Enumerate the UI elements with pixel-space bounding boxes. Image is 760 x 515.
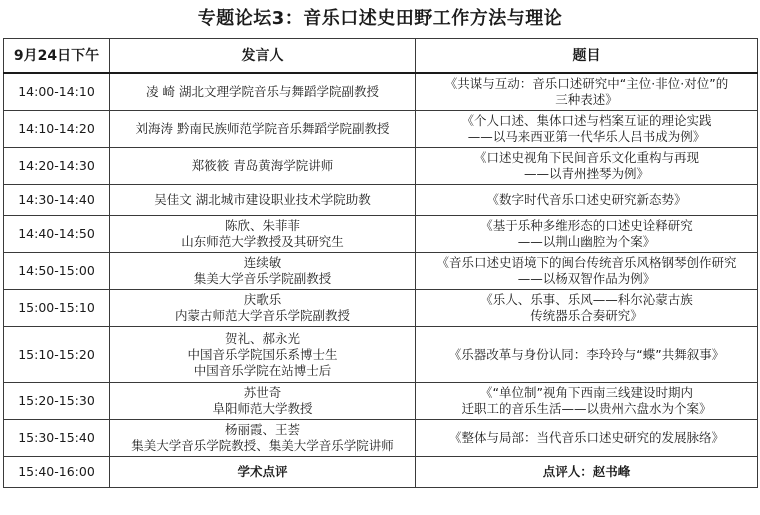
- speaker-line: 山东师范大学教授及其研究生: [181, 234, 344, 249]
- speaker-cell: [110, 383, 416, 420]
- speaker-cell: [110, 216, 416, 253]
- topic-cell: [416, 148, 758, 185]
- time-cell: 15:40-16:00: [4, 457, 110, 488]
- table-header-row: [4, 39, 758, 74]
- speaker-line: 杨丽霞、王荟: [224, 422, 300, 437]
- table-row: [4, 73, 758, 111]
- speaker-line: 集美大学音乐学院教授、集美大学音乐学院讲师: [131, 438, 394, 453]
- topic-line: 点评人：赵书峰: [542, 464, 631, 479]
- topic-cell: [416, 327, 758, 383]
- topic-line: 《音乐口述史语境下的闽台传统音乐风格钢琴创作研究: [436, 255, 737, 270]
- topic-line: ——以杨双智作品为例》: [517, 271, 656, 286]
- speaker-cell: [110, 73, 416, 111]
- table-row: [4, 327, 758, 383]
- topic-cell: [416, 383, 758, 420]
- speaker-cell: [110, 290, 416, 327]
- topic-cell: [416, 111, 758, 148]
- speaker-line: 阜阳师范大学教授: [212, 401, 313, 416]
- speaker-line: 中国音乐学院国乐系博士生: [187, 346, 338, 362]
- time-cell: 14:00-14:10: [4, 73, 110, 111]
- speaker-line: 内蒙古师范大学音乐学院副教授: [174, 308, 350, 323]
- speaker-cell: [110, 327, 416, 383]
- topic-line: 《整体与局部：当代音乐口述史研究的发展脉络》: [448, 430, 724, 445]
- topic-line: ——以青州挫琴为例》: [523, 166, 649, 181]
- speaker-cell: [110, 148, 416, 185]
- schedule-table: [3, 38, 758, 488]
- topic-line: 三种表述》: [555, 92, 618, 107]
- header-time: 9月24日下午: [4, 39, 110, 74]
- topic-line: 《个人口述、集体口述与档案互证的理论实践: [461, 113, 712, 128]
- page-title: 专题论坛3：音乐口述史田野工作方法与理论: [197, 8, 563, 29]
- table-row: [4, 185, 758, 216]
- speaker-line: 连续敏: [243, 255, 282, 270]
- topic-cell: [416, 290, 758, 327]
- table-row: [4, 148, 758, 185]
- speaker-line: 中国音乐学院在站博士后: [193, 362, 332, 378]
- table-row: [4, 111, 758, 148]
- topic-line: 《“单位制”视角下西南三线建设时期内: [480, 385, 693, 400]
- table-row: [4, 420, 758, 457]
- topic-cell: [416, 457, 758, 488]
- time-cell: 15:00-15:10: [4, 290, 110, 327]
- table-row: [4, 383, 758, 420]
- topic-line: 《基于乐种多维形态的口述史诠释研究: [480, 218, 693, 233]
- speaker-line: 凌 崎 湖北文理学院音乐与舞蹈学院副教授: [146, 84, 379, 99]
- time-cell: 14:50-15:00: [4, 253, 110, 290]
- speaker-line: 贺礼、郝永光: [224, 330, 300, 346]
- speaker-line: 学术点评: [237, 464, 288, 479]
- table-row: [4, 290, 758, 327]
- time-cell: 15:30-15:40: [4, 420, 110, 457]
- speaker-line: 苏世奇: [243, 385, 282, 400]
- topic-line: 迁职工的音乐生活——以贵州六盘水为个案》: [461, 401, 712, 416]
- header-topic: 题目: [416, 39, 758, 74]
- topic-cell: [416, 185, 758, 216]
- topic-cell: [416, 420, 758, 457]
- topic-cell: [416, 73, 758, 111]
- time-cell: 15:10-15:20: [4, 327, 110, 383]
- speaker-line: 郑筱筱 青岛黄海学院讲师: [191, 158, 334, 173]
- table-row: [4, 253, 758, 290]
- speaker-line: 吴佳文 湖北城市建设职业技术学院助教: [154, 192, 371, 207]
- speaker-line: 庆歌乐: [243, 292, 282, 307]
- topic-line: 《共谋与互动：音乐口述研究中“主位·非位·对位”的: [444, 76, 729, 91]
- time-cell: 14:40-14:50: [4, 216, 110, 253]
- header-speaker: 发言人: [110, 39, 416, 74]
- speaker-cell: [110, 457, 416, 488]
- speaker-cell: [110, 185, 416, 216]
- topic-line: 传统器乐合奏研究》: [530, 308, 643, 323]
- topic-line: 《口述史视角下民间音乐文化重构与再现: [473, 150, 699, 165]
- topic-line: 《乐器改革与身份认同：李玲玲与“蝶”共舞叙事》: [448, 346, 725, 362]
- speaker-cell: [110, 420, 416, 457]
- topic-line: 《数字时代音乐口述史研究新态势》: [486, 192, 687, 207]
- table-row: [4, 457, 758, 488]
- time-cell: 14:30-14:40: [4, 185, 110, 216]
- speaker-cell: [110, 253, 416, 290]
- topic-cell: [416, 216, 758, 253]
- topic-line: ——以荆山幽腔为个案》: [517, 234, 656, 249]
- speaker-line: 集美大学音乐学院副教授: [193, 271, 332, 286]
- topic-cell: [416, 253, 758, 290]
- table-row: [4, 216, 758, 253]
- time-cell: 14:20-14:30: [4, 148, 110, 185]
- speaker-cell: [110, 111, 416, 148]
- time-cell: 15:20-15:30: [4, 383, 110, 420]
- topic-line: 《乐人、乐事、乐风——科尔沁蒙古族: [480, 292, 693, 307]
- speaker-line: 刘海涛 黔南民族师范学院音乐舞蹈学院副教授: [135, 121, 390, 136]
- time-cell: 14:10-14:20: [4, 111, 110, 148]
- topic-line: ——以马来西亚第一代华乐人吕书成为例》: [467, 129, 706, 144]
- speaker-line: 陈欣、朱菲菲: [224, 218, 300, 233]
